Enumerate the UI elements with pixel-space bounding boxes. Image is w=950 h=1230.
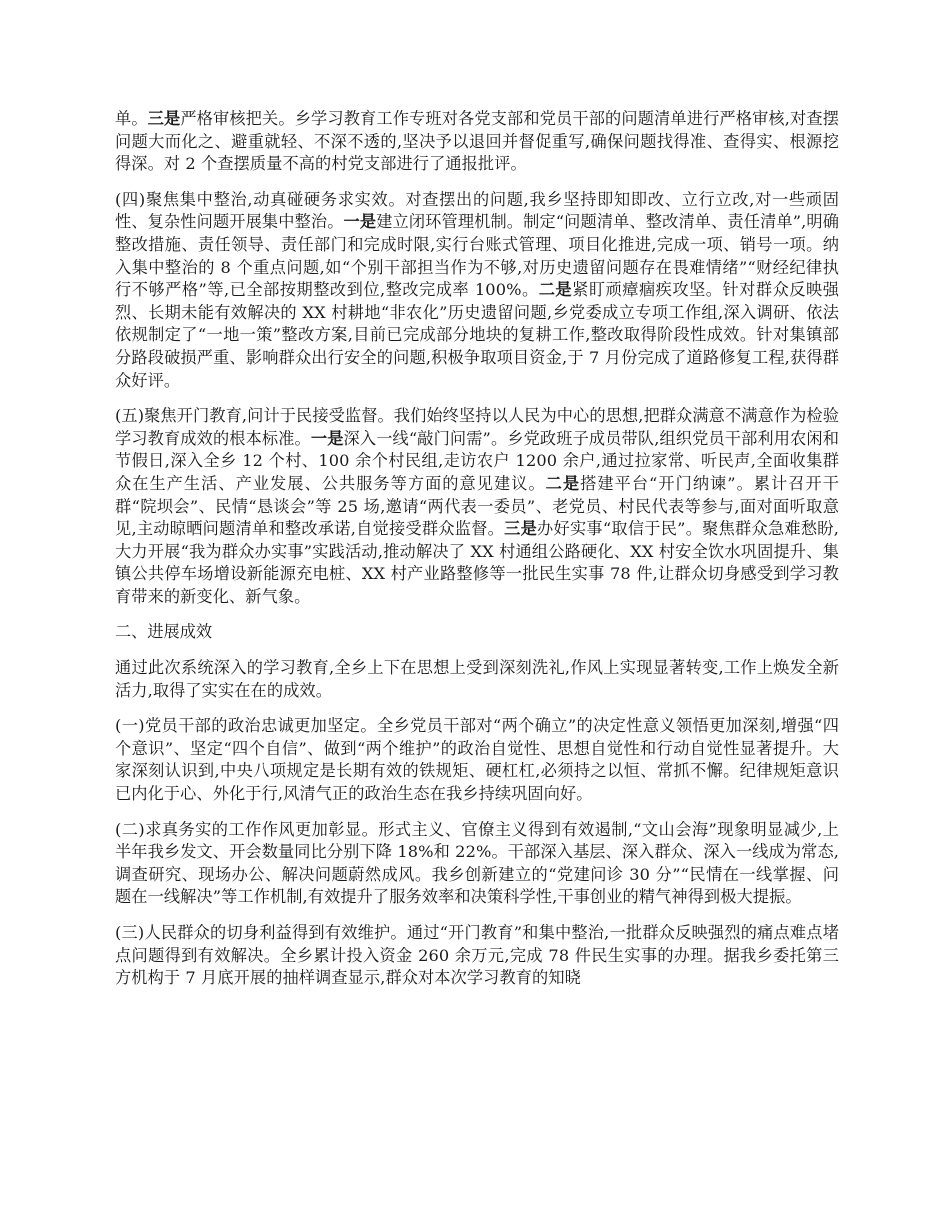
- text-segment: 单。: [115, 109, 148, 128]
- bold-marker: 一是: [343, 212, 377, 232]
- text-segment: 搭建平台“开门纳谏”。累计召开干群“院坝会”、民情“恳谈会”等 25 场,邀请“两代表一委员”、老党员、村民代表等参与,面对面听取意见,主动晾晒问题清单和整改承诺,自觉接受群众监督。: [115, 473, 840, 539]
- paragraph-open-door: [115, 405, 839, 608]
- text-segment: 办好实事“取信于民”。聚焦群众急难愁盼,大力开展“我为群众办实事”实践活动,推动解决了 XX 村通组公路硬化、XX 村安全饮水巩固提升、集镇公共停车场增设新能源充电桩、XX 村产业路整修等一批民生实事 78 件,让群众切身感受到学习教育带来的新变化、新气象。: [115, 519, 839, 606]
- paragraph-rectify: [115, 189, 839, 392]
- bold-marker: 三是: [147, 109, 181, 128]
- text-segment: (五)聚焦开门教育,问计于民接受监督。我们始终坚持以人民为中心的思想,把群众满意不满意作为检验学习教育成效的根本标准。: [115, 406, 839, 448]
- bold-marker: 一是: [310, 428, 344, 448]
- text-segment: 深入一线“敲门问需”。乡党政班子成员带队,组织党员干部利用农闲和节假日,深入全乡 12 个村、100 余个村民组,走访农户 1200 余户,通过拉家常、听民声,全面收集群众在生产生活、产业发展、公共服务等方面的意见建议。: [115, 428, 839, 493]
- text-segment: 建立闭环管理机制。制定“问题清单、整改清单、责任清单”,明确整改措施、责任领导、责任部门和完成时限,实行台账式管理、项目化推进,完成一项、销号一项。纳入集中整治的 8 个重点问题,如“个别干部担当作为不够,对历史遗留问题存在畏难情绪”“财经纪律执行不够严格”等,已全部按期整改到位,整改完成率 100%。: [115, 212, 839, 300]
- text-segment: (四)聚焦集中整治,动真碰硬务求实效。对查摆出的问题,我乡坚持即知即改、立行立改,对一些顽固性、复杂性问题开展集中整治。: [115, 189, 839, 232]
- paragraph-loyalty: (一)党员干部的政治忠诚更加坚定。全乡党员干部对“两个确立”的决定性意义领悟更加深刻,增强“四个意识”、坚定“四个自信”、做到“两个维护”的政治自觉性、思想自觉性和行动自觉性显著提升。大家深刻认识到,中央八项规定是长期有效的铁规矩、硬杠杠,必须持之以恒、常抓不懈。纪律规矩意识已内化于心、外化于行,风清气正的政治生态在我乡持续巩固向好。: [115, 716, 839, 804]
- paragraph-review: [115, 108, 839, 176]
- paragraph-intro: 通过此次系统深入的学习教育,全乡上下在思想上受到深刻洗礼,作风上实现显著转变,工作上焕发全新活力,取得了实实在在的成效。: [115, 658, 839, 700]
- bold-marker: 二是: [545, 473, 581, 493]
- document-page: [115, 108, 839, 1003]
- paragraph-interests: (三)人民群众的切身利益得到有效维护。通过“开门教育”和集中整治,一批群众反映强烈的痛点难点堵点问题得到有效解决。全乡累计投入资金 260 余万元,完成 78 件民生实事的办理。据我乡委托第三方机构于 7 月底开展的抽样调查显示,群众对本次学习教育的知晓: [115, 923, 839, 988]
- text-segment: 紧盯顽瘴痼疾攻坚。针对群众反映强烈、长期未能有效解决的 XX 村耕地“非农化”历史遗留问题,乡党委成立专项工作组,深入调研、依法依规制定了“一地一策”整改方案,目前已完成部分地块的复耕工作,整改取得阶段性成效。针对集镇部分路段破损严重、影响群众出行安全的问题,积极争取项目资金,于 7 月份完成了道路修复工程,获得群众好评。: [115, 280, 839, 390]
- section-heading: 二、进展成效: [115, 622, 213, 642]
- bold-marker: 二是: [538, 280, 573, 300]
- text-segment: 严格审核把关。乡学习教育工作专班对各党支部和党员干部的问题清单进行严格审核,对查摆问题大而化之、避重就轻、不深不透的,坚决予以退回并督促重写,确保问题找得准、查得实、根源挖得深。对 2 个查摆质量不高的村党支部进行了通报批评。: [115, 109, 839, 174]
- paragraph-style: (二)求真务实的工作作风更加彰显。形式主义、官僚主义得到有效遏制,“文山会海”现象明显减少,上半年我乡发文、开会数量同比分别下降 18%和 22%。干部深入基层、深入群众、深入一线成为常态,调查研究、现场办公、解决问题蔚然成风。我乡创新建立的“党建问诊 30 分”“民情在一线掌握、问题在一线解决”等工作机制,有效提升了服务效率和决策科学性,干事创业的精气神得到极大提振。: [115, 819, 839, 907]
- bold-marker: 三是: [504, 519, 538, 539]
